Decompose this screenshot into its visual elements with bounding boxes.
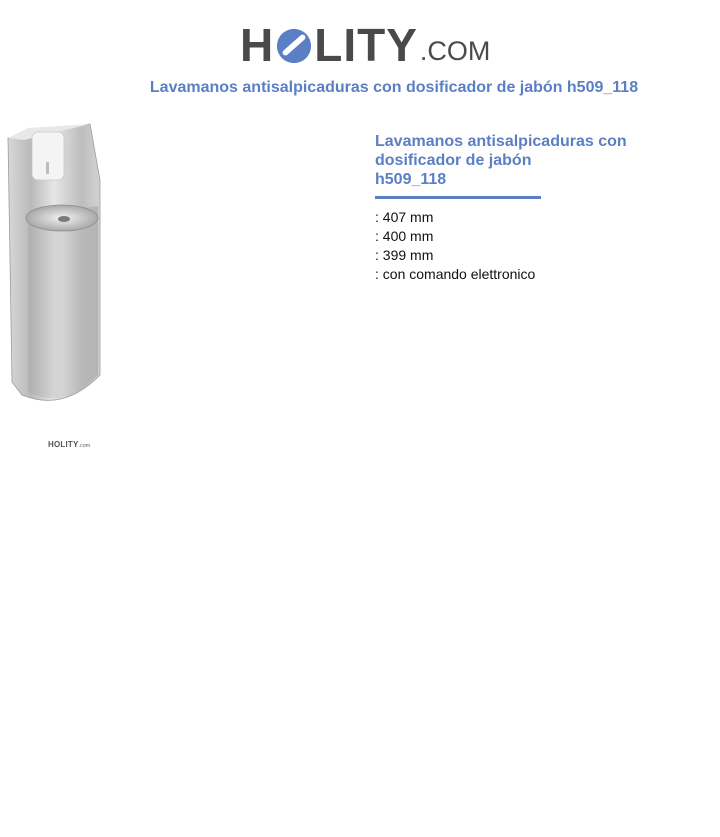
spec-control: : con comando elettronico bbox=[375, 266, 536, 282]
logo-letters-lity: LITY bbox=[314, 19, 418, 71]
title-underline bbox=[375, 196, 541, 199]
logo-o-mark-icon bbox=[275, 27, 313, 65]
page-title: Lavamanos antisalpicaduras con dosificador de jabón h509_118 bbox=[149, 79, 639, 96]
product-image bbox=[4, 120, 108, 410]
mini-logo bbox=[48, 440, 90, 449]
logo-letter-h: H bbox=[240, 19, 275, 71]
spec-width: : 407 mm bbox=[375, 209, 434, 225]
logo-wordmark bbox=[240, 19, 418, 71]
mini-logo-tld: .com bbox=[78, 443, 91, 449]
spec-depth: : 400 mm bbox=[375, 228, 434, 244]
logo-tld: .COM bbox=[419, 36, 491, 66]
mini-logo-brand: HOLITY bbox=[48, 440, 79, 449]
product-title-line: Lavamanos antisalpicaduras con bbox=[375, 133, 627, 150]
product-details bbox=[375, 132, 675, 284]
spec-height: : 399 mm bbox=[375, 247, 434, 263]
product-title-line: dosificador de jabón bbox=[375, 152, 532, 169]
product-title bbox=[375, 132, 637, 189]
product-code: h509_118 bbox=[375, 171, 447, 188]
holity-logo[interactable] bbox=[240, 12, 491, 71]
